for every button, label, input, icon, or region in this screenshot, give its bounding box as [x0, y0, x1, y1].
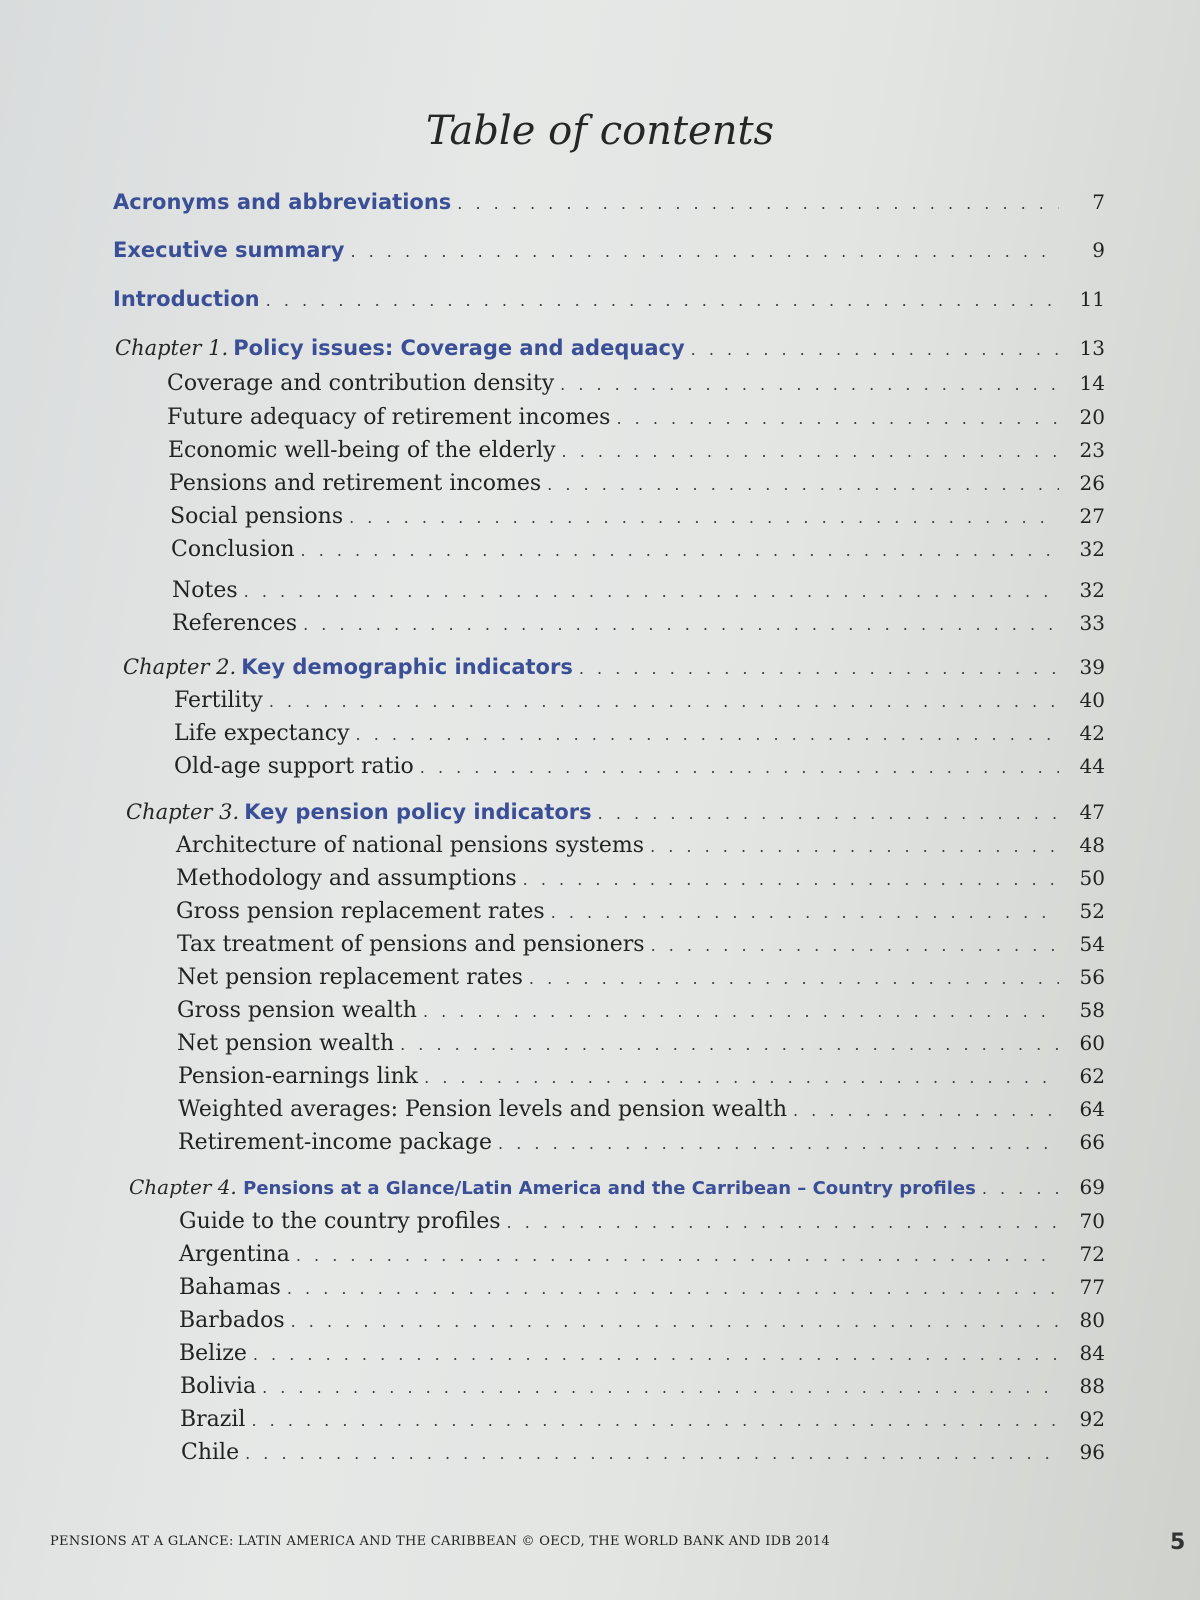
- chapter-prefix: Chapter 3.: [126, 800, 240, 824]
- dot-leader: [253, 1345, 1059, 1364]
- toc-page-number: 66: [1079, 1130, 1105, 1154]
- dot-leader: [356, 725, 1059, 744]
- toc-section-label: Bahamas: [179, 1275, 281, 1300]
- toc-section-label: Fertility: [174, 688, 263, 713]
- toc-section-label: Net pension replacement rates: [177, 965, 523, 990]
- dot-leader: [296, 1246, 1059, 1265]
- toc-section-label: Architecture of national pensions systems: [176, 833, 645, 858]
- toc-section-label: Brazil: [180, 1407, 246, 1432]
- page-number: 5: [1170, 1530, 1186, 1555]
- dot-leader: [579, 659, 1059, 678]
- dot-leader: [349, 508, 1059, 527]
- toc-section-label: Conclusion: [171, 537, 295, 562]
- dot-leader: [523, 870, 1059, 889]
- dot-leader: [598, 804, 1059, 823]
- toc-page-number: 96: [1079, 1440, 1105, 1464]
- dot-leader: [301, 541, 1059, 560]
- toc-section[interactable]: [169, 471, 1105, 503]
- toc-section-label: Net pension wealth: [177, 1031, 395, 1056]
- dot-leader: [400, 1035, 1059, 1054]
- toc-page-number: 77: [1079, 1275, 1105, 1299]
- dot-leader: [266, 291, 1059, 310]
- dot-leader: [529, 969, 1059, 988]
- toc-section[interactable]: [178, 1064, 1105, 1096]
- toc-section[interactable]: [171, 537, 1105, 569]
- dot-leader: [303, 615, 1059, 634]
- toc-page-number: 32: [1079, 537, 1105, 561]
- dot-leader: [350, 242, 1059, 261]
- toc-page-number: 50: [1079, 866, 1105, 890]
- running-footer: PENSIONS AT A GLANCE: LATIN AMERICA AND THE CARIBBEAN © OECD, THE WORLD BANK AND IDB 2014: [50, 1534, 830, 1549]
- toc-section-label: Pensions and retirement incomes: [169, 471, 542, 496]
- chapter-title: Policy issues: Coverage and adequacy: [233, 336, 685, 360]
- dot-leader: [560, 375, 1059, 394]
- toc-page-number: 54: [1079, 932, 1105, 956]
- toc-section[interactable]: [174, 754, 1105, 786]
- toc-section[interactable]: [176, 866, 1105, 898]
- toc-section-label: Pension-earnings link: [178, 1064, 419, 1089]
- toc-page-number: 88: [1079, 1374, 1105, 1398]
- toc-page-number: 52: [1079, 899, 1105, 923]
- chapter-prefix: Chapter 1.: [115, 336, 229, 360]
- toc-section-label: Social pensions: [170, 504, 344, 529]
- toc-section[interactable]: [176, 899, 1105, 931]
- toc-entry-label: Introduction: [113, 287, 260, 311]
- toc-page-number: 70: [1079, 1209, 1105, 1233]
- toc-page-number: 11: [1079, 287, 1105, 311]
- toc-chapter-2[interactable]: [123, 655, 1105, 687]
- toc-section-label: Argentina: [179, 1242, 290, 1267]
- page-title: Table of contents: [425, 108, 775, 154]
- toc-page-number: 9: [1092, 238, 1105, 262]
- toc-section-label: Economic well-being of the elderly: [168, 438, 556, 463]
- chapter-title: Pensions at a Glance/Latin America and the Carribean – Country profiles: [243, 1178, 976, 1199]
- toc-page-number: 13: [1079, 336, 1105, 360]
- toc-section[interactable]: [167, 371, 1105, 403]
- toc-page-number: 92: [1079, 1407, 1105, 1431]
- chapter-prefix: Chapter 4.: [129, 1175, 237, 1199]
- toc-section-label: Notes: [172, 578, 238, 603]
- toc-page-number: 80: [1079, 1308, 1105, 1332]
- toc-entry-label: Acronyms and abbreviations: [113, 190, 452, 214]
- toc-section[interactable]: [174, 721, 1105, 753]
- toc-page-number: 42: [1079, 721, 1105, 745]
- toc-section[interactable]: [177, 998, 1105, 1030]
- toc-section-label: Guide to the country profiles: [179, 1209, 501, 1234]
- toc-page-number: 62: [1079, 1064, 1105, 1088]
- dot-leader: [547, 475, 1059, 494]
- dot-leader: [982, 1179, 1059, 1198]
- toc-page-number: 56: [1079, 965, 1105, 989]
- dot-leader: [291, 1312, 1059, 1331]
- toc-entry-label: Executive summary: [113, 238, 345, 262]
- toc-section[interactable]: [172, 611, 1105, 643]
- dot-leader: [287, 1279, 1059, 1298]
- toc-section[interactable]: [172, 578, 1105, 610]
- dot-leader: [651, 936, 1059, 955]
- toc-section-label: Tax treatment of pensions and pensioners: [177, 932, 645, 957]
- toc-section[interactable]: [167, 405, 1105, 437]
- toc-section-label: Bolivia: [180, 1374, 257, 1399]
- dot-leader: [457, 194, 1059, 213]
- toc-page-number: 26: [1079, 471, 1105, 495]
- toc-page-number: 33: [1079, 611, 1105, 635]
- toc-section[interactable]: [178, 1130, 1105, 1162]
- toc-page-number: 32: [1079, 578, 1105, 602]
- toc-entry-introduction[interactable]: [113, 287, 1105, 319]
- toc-section[interactable]: [179, 1308, 1105, 1340]
- dot-leader: [244, 582, 1059, 601]
- toc-section[interactable]: [179, 1242, 1105, 1274]
- toc-section[interactable]: [176, 833, 1105, 865]
- toc-section[interactable]: [177, 932, 1105, 964]
- toc-section-label: Gross pension wealth: [177, 998, 417, 1023]
- dot-leader: [423, 1002, 1059, 1021]
- toc-page-number: 60: [1079, 1031, 1105, 1055]
- dot-leader: [507, 1213, 1059, 1232]
- toc-section-label: Coverage and contribution density: [167, 371, 555, 396]
- dot-leader: [793, 1101, 1059, 1120]
- chapter-title: Key pension policy indicators: [244, 800, 592, 824]
- toc-section[interactable]: [180, 1374, 1105, 1406]
- toc-page-number: 23: [1079, 438, 1105, 462]
- toc-entry-acronyms[interactable]: [113, 190, 1105, 222]
- dot-leader: [420, 758, 1059, 777]
- toc-chapter-3[interactable]: [126, 800, 1105, 832]
- toc-section[interactable]: [179, 1209, 1105, 1241]
- toc-section-label: Methodology and assumptions: [176, 866, 517, 891]
- toc-section[interactable]: [170, 504, 1105, 536]
- dot-leader: [269, 692, 1059, 711]
- toc-section[interactable]: [178, 1097, 1105, 1129]
- dot-leader: [498, 1134, 1059, 1153]
- toc-page-number: 48: [1079, 833, 1105, 857]
- toc-section-label: Future adequacy of retirement incomes: [167, 405, 611, 430]
- toc-page-number: 69: [1079, 1175, 1105, 1199]
- toc-section-label: Belize: [179, 1341, 247, 1366]
- toc-section-label: Gross pension replacement rates: [176, 899, 545, 924]
- toc-section[interactable]: [174, 688, 1105, 720]
- toc-chapter-4[interactable]: [129, 1175, 1105, 1207]
- toc-page-number: 47: [1079, 800, 1105, 824]
- dot-leader: [262, 1378, 1059, 1397]
- toc-section-label: Barbados: [179, 1308, 285, 1333]
- toc-section-label: Chile: [181, 1440, 240, 1465]
- toc-page-number: 72: [1079, 1242, 1105, 1266]
- toc-section-label: Life expectancy: [174, 721, 350, 746]
- toc-section[interactable]: [168, 438, 1105, 470]
- toc-page-number: 7: [1092, 190, 1105, 214]
- toc-page-number: 14: [1079, 371, 1105, 395]
- toc-page-number: 64: [1079, 1097, 1105, 1121]
- dot-leader: [616, 409, 1059, 428]
- toc-section-label: Weighted averages: Pension levels and pension wealth: [178, 1097, 787, 1122]
- chapter-prefix: Chapter 2.: [123, 655, 237, 679]
- dot-leader: [424, 1068, 1059, 1087]
- dot-leader: [562, 442, 1059, 461]
- toc-section[interactable]: [181, 1440, 1105, 1472]
- toc-section-label: Retirement-income package: [178, 1130, 493, 1155]
- toc-page-number: 44: [1079, 754, 1105, 778]
- toc-section-label: References: [172, 611, 298, 636]
- dot-leader: [551, 903, 1059, 922]
- chapter-title: Key demographic indicators: [241, 655, 573, 679]
- toc-section[interactable]: [179, 1341, 1105, 1373]
- toc-chapter-1[interactable]: [115, 336, 1105, 368]
- dot-leader: [245, 1444, 1059, 1463]
- toc-section-label: Old-age support ratio: [174, 754, 414, 779]
- toc-entry-executive-summary[interactable]: [113, 238, 1105, 270]
- toc-section[interactable]: [180, 1407, 1105, 1439]
- dot-leader: [650, 837, 1059, 856]
- toc-page-number: 84: [1079, 1341, 1105, 1365]
- toc-page-number: 58: [1079, 998, 1105, 1022]
- toc-page-number: 27: [1079, 504, 1105, 528]
- toc-page-number: 20: [1079, 405, 1105, 429]
- toc-section[interactable]: [177, 965, 1105, 997]
- toc-section[interactable]: [177, 1031, 1105, 1063]
- toc-section[interactable]: [179, 1275, 1105, 1307]
- dot-leader: [251, 1411, 1059, 1430]
- dot-leader: [691, 340, 1059, 359]
- toc-page-number: 40: [1079, 688, 1105, 712]
- toc-page-number: 39: [1079, 655, 1105, 679]
